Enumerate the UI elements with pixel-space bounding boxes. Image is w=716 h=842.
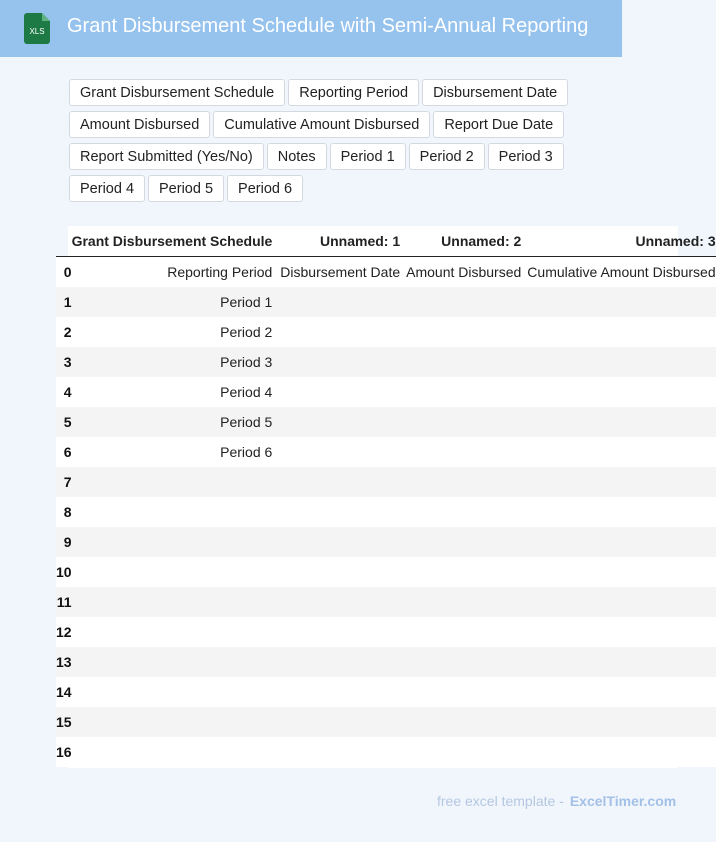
row-index-cell: 9 bbox=[56, 527, 72, 557]
footer-text: free excel template - bbox=[437, 793, 564, 809]
table-row bbox=[56, 377, 716, 407]
data-table bbox=[56, 226, 716, 767]
table-cell bbox=[72, 677, 281, 707]
table-cell bbox=[406, 737, 527, 767]
table-row bbox=[56, 587, 716, 617]
column-chip[interactable]: Report Due Date bbox=[433, 111, 564, 138]
column-header: Grant Disbursement Schedule bbox=[72, 226, 281, 257]
table-cell bbox=[406, 347, 527, 377]
index-header bbox=[56, 226, 72, 257]
column-header: Unnamed: 2 bbox=[406, 226, 527, 257]
excel-file-icon bbox=[24, 13, 50, 44]
table-row bbox=[56, 347, 716, 377]
table-cell bbox=[280, 557, 406, 587]
table-cell bbox=[527, 287, 715, 317]
row-index-cell: 16 bbox=[56, 737, 72, 767]
column-chip[interactable]: Period 1 bbox=[330, 143, 406, 170]
icon-label: XLS bbox=[29, 27, 45, 36]
table-cell: Cumulative Amount Disbursed bbox=[527, 257, 715, 288]
table-row bbox=[56, 707, 716, 737]
table-cell bbox=[72, 647, 281, 677]
table-cell bbox=[527, 647, 715, 677]
table-row bbox=[56, 557, 716, 587]
table-cell bbox=[72, 707, 281, 737]
row-index-cell: 6 bbox=[56, 437, 72, 467]
table-cell bbox=[406, 407, 527, 437]
table-cell: Period 6 bbox=[72, 437, 281, 467]
table-cell bbox=[527, 347, 715, 377]
table-cell: Disbursement Date bbox=[280, 257, 406, 288]
page-title: Grant Disbursement Schedule with Semi-Annual Reporting bbox=[67, 15, 589, 37]
table-row bbox=[56, 437, 716, 467]
row-index-cell: 13 bbox=[56, 647, 72, 677]
table-cell bbox=[527, 617, 715, 647]
table-cell: Period 1 bbox=[72, 287, 281, 317]
table-row bbox=[56, 407, 716, 437]
row-index-cell: 12 bbox=[56, 617, 72, 647]
table-row bbox=[56, 257, 716, 288]
table-cell bbox=[280, 467, 406, 497]
table-row bbox=[56, 527, 716, 557]
table-cell bbox=[72, 737, 281, 767]
row-index-cell: 14 bbox=[56, 677, 72, 707]
table-cell bbox=[72, 587, 281, 617]
table-cell bbox=[280, 677, 406, 707]
table-cell bbox=[527, 737, 715, 767]
table-cell bbox=[406, 707, 527, 737]
table-cell bbox=[406, 437, 527, 467]
table-row bbox=[56, 287, 716, 317]
column-chip-list bbox=[69, 79, 589, 204]
table-cell bbox=[72, 527, 281, 557]
row-index-cell: 15 bbox=[56, 707, 72, 737]
row-index-cell: 11 bbox=[56, 587, 72, 617]
row-index-cell: 0 bbox=[56, 257, 72, 288]
column-chip[interactable]: Period 3 bbox=[488, 143, 564, 170]
table-cell bbox=[527, 497, 715, 527]
table-cell: Period 3 bbox=[72, 347, 281, 377]
table-cell bbox=[280, 347, 406, 377]
table-row bbox=[56, 497, 716, 527]
table-cell bbox=[72, 497, 281, 527]
column-chip[interactable]: Period 4 bbox=[69, 175, 145, 202]
table-cell: Period 4 bbox=[72, 377, 281, 407]
table-cell bbox=[280, 287, 406, 317]
table-cell bbox=[280, 407, 406, 437]
column-header: Unnamed: 1 bbox=[280, 226, 406, 257]
table-cell bbox=[406, 377, 527, 407]
table-cell bbox=[406, 317, 527, 347]
table-cell bbox=[72, 617, 281, 647]
column-chip[interactable]: Grant Disbursement Schedule bbox=[69, 79, 285, 106]
table-cell bbox=[527, 527, 715, 557]
footer-brand-link[interactable]: ExcelTimer.com bbox=[569, 793, 677, 809]
row-index-cell: 5 bbox=[56, 407, 72, 437]
table-row bbox=[56, 647, 716, 677]
row-index-cell: 3 bbox=[56, 347, 72, 377]
table-cell bbox=[406, 527, 527, 557]
table-row bbox=[56, 617, 716, 647]
column-chip[interactable]: Notes bbox=[267, 143, 327, 170]
table-cell bbox=[406, 617, 527, 647]
table-row bbox=[56, 467, 716, 497]
table-cell bbox=[72, 557, 281, 587]
table-cell bbox=[406, 587, 527, 617]
table-cell: Period 5 bbox=[72, 407, 281, 437]
table-cell bbox=[280, 647, 406, 677]
column-chip[interactable]: Amount Disbursed bbox=[69, 111, 210, 138]
table-cell bbox=[406, 677, 527, 707]
table-cell bbox=[280, 707, 406, 737]
row-index-cell: 2 bbox=[56, 317, 72, 347]
table-cell bbox=[527, 677, 715, 707]
table-cell bbox=[527, 437, 715, 467]
table-cell bbox=[527, 407, 715, 437]
table-header-row bbox=[56, 226, 716, 257]
table-cell bbox=[406, 497, 527, 527]
column-chip[interactable]: Disbursement Date bbox=[422, 79, 568, 106]
column-chip[interactable]: Cumulative Amount Disbursed bbox=[213, 111, 430, 138]
table-cell bbox=[280, 587, 406, 617]
table-cell bbox=[527, 557, 715, 587]
table-cell bbox=[527, 377, 715, 407]
column-chip[interactable]: Period 6 bbox=[227, 175, 303, 202]
table-cell bbox=[406, 467, 527, 497]
row-index-cell: 10 bbox=[56, 557, 72, 587]
table-row bbox=[56, 677, 716, 707]
row-index-cell: 8 bbox=[56, 497, 72, 527]
row-index-cell: 7 bbox=[56, 467, 72, 497]
table-cell bbox=[527, 707, 715, 737]
table-cell bbox=[280, 317, 406, 347]
table-cell: Amount Disbursed bbox=[406, 257, 527, 288]
column-chip[interactable]: Reporting Period bbox=[288, 79, 419, 106]
table-cell bbox=[280, 737, 406, 767]
column-chip[interactable]: Report Submitted (Yes/No) bbox=[69, 143, 264, 170]
table-cell: Reporting Period bbox=[72, 257, 281, 288]
table-row bbox=[56, 737, 716, 767]
table-cell bbox=[406, 557, 527, 587]
column-header: Unnamed: 3 bbox=[527, 226, 715, 257]
row-index-cell: 4 bbox=[56, 377, 72, 407]
table-row bbox=[56, 317, 716, 347]
column-chip[interactable]: Period 2 bbox=[409, 143, 485, 170]
table-cell bbox=[527, 467, 715, 497]
column-chip[interactable]: Period 5 bbox=[148, 175, 224, 202]
table-cell bbox=[280, 437, 406, 467]
table-cell bbox=[280, 377, 406, 407]
title-bar bbox=[0, 0, 622, 57]
table-cell bbox=[527, 317, 715, 347]
table-cell bbox=[406, 287, 527, 317]
table-cell bbox=[72, 467, 281, 497]
table-cell: Period 2 bbox=[72, 317, 281, 347]
table-cell bbox=[280, 497, 406, 527]
table-cell bbox=[527, 587, 715, 617]
table-cell bbox=[406, 647, 527, 677]
data-table-container[interactable] bbox=[56, 226, 716, 768]
footer-credit bbox=[437, 793, 676, 809]
table-cell bbox=[280, 617, 406, 647]
table-cell bbox=[280, 527, 406, 557]
row-index-cell: 1 bbox=[56, 287, 72, 317]
